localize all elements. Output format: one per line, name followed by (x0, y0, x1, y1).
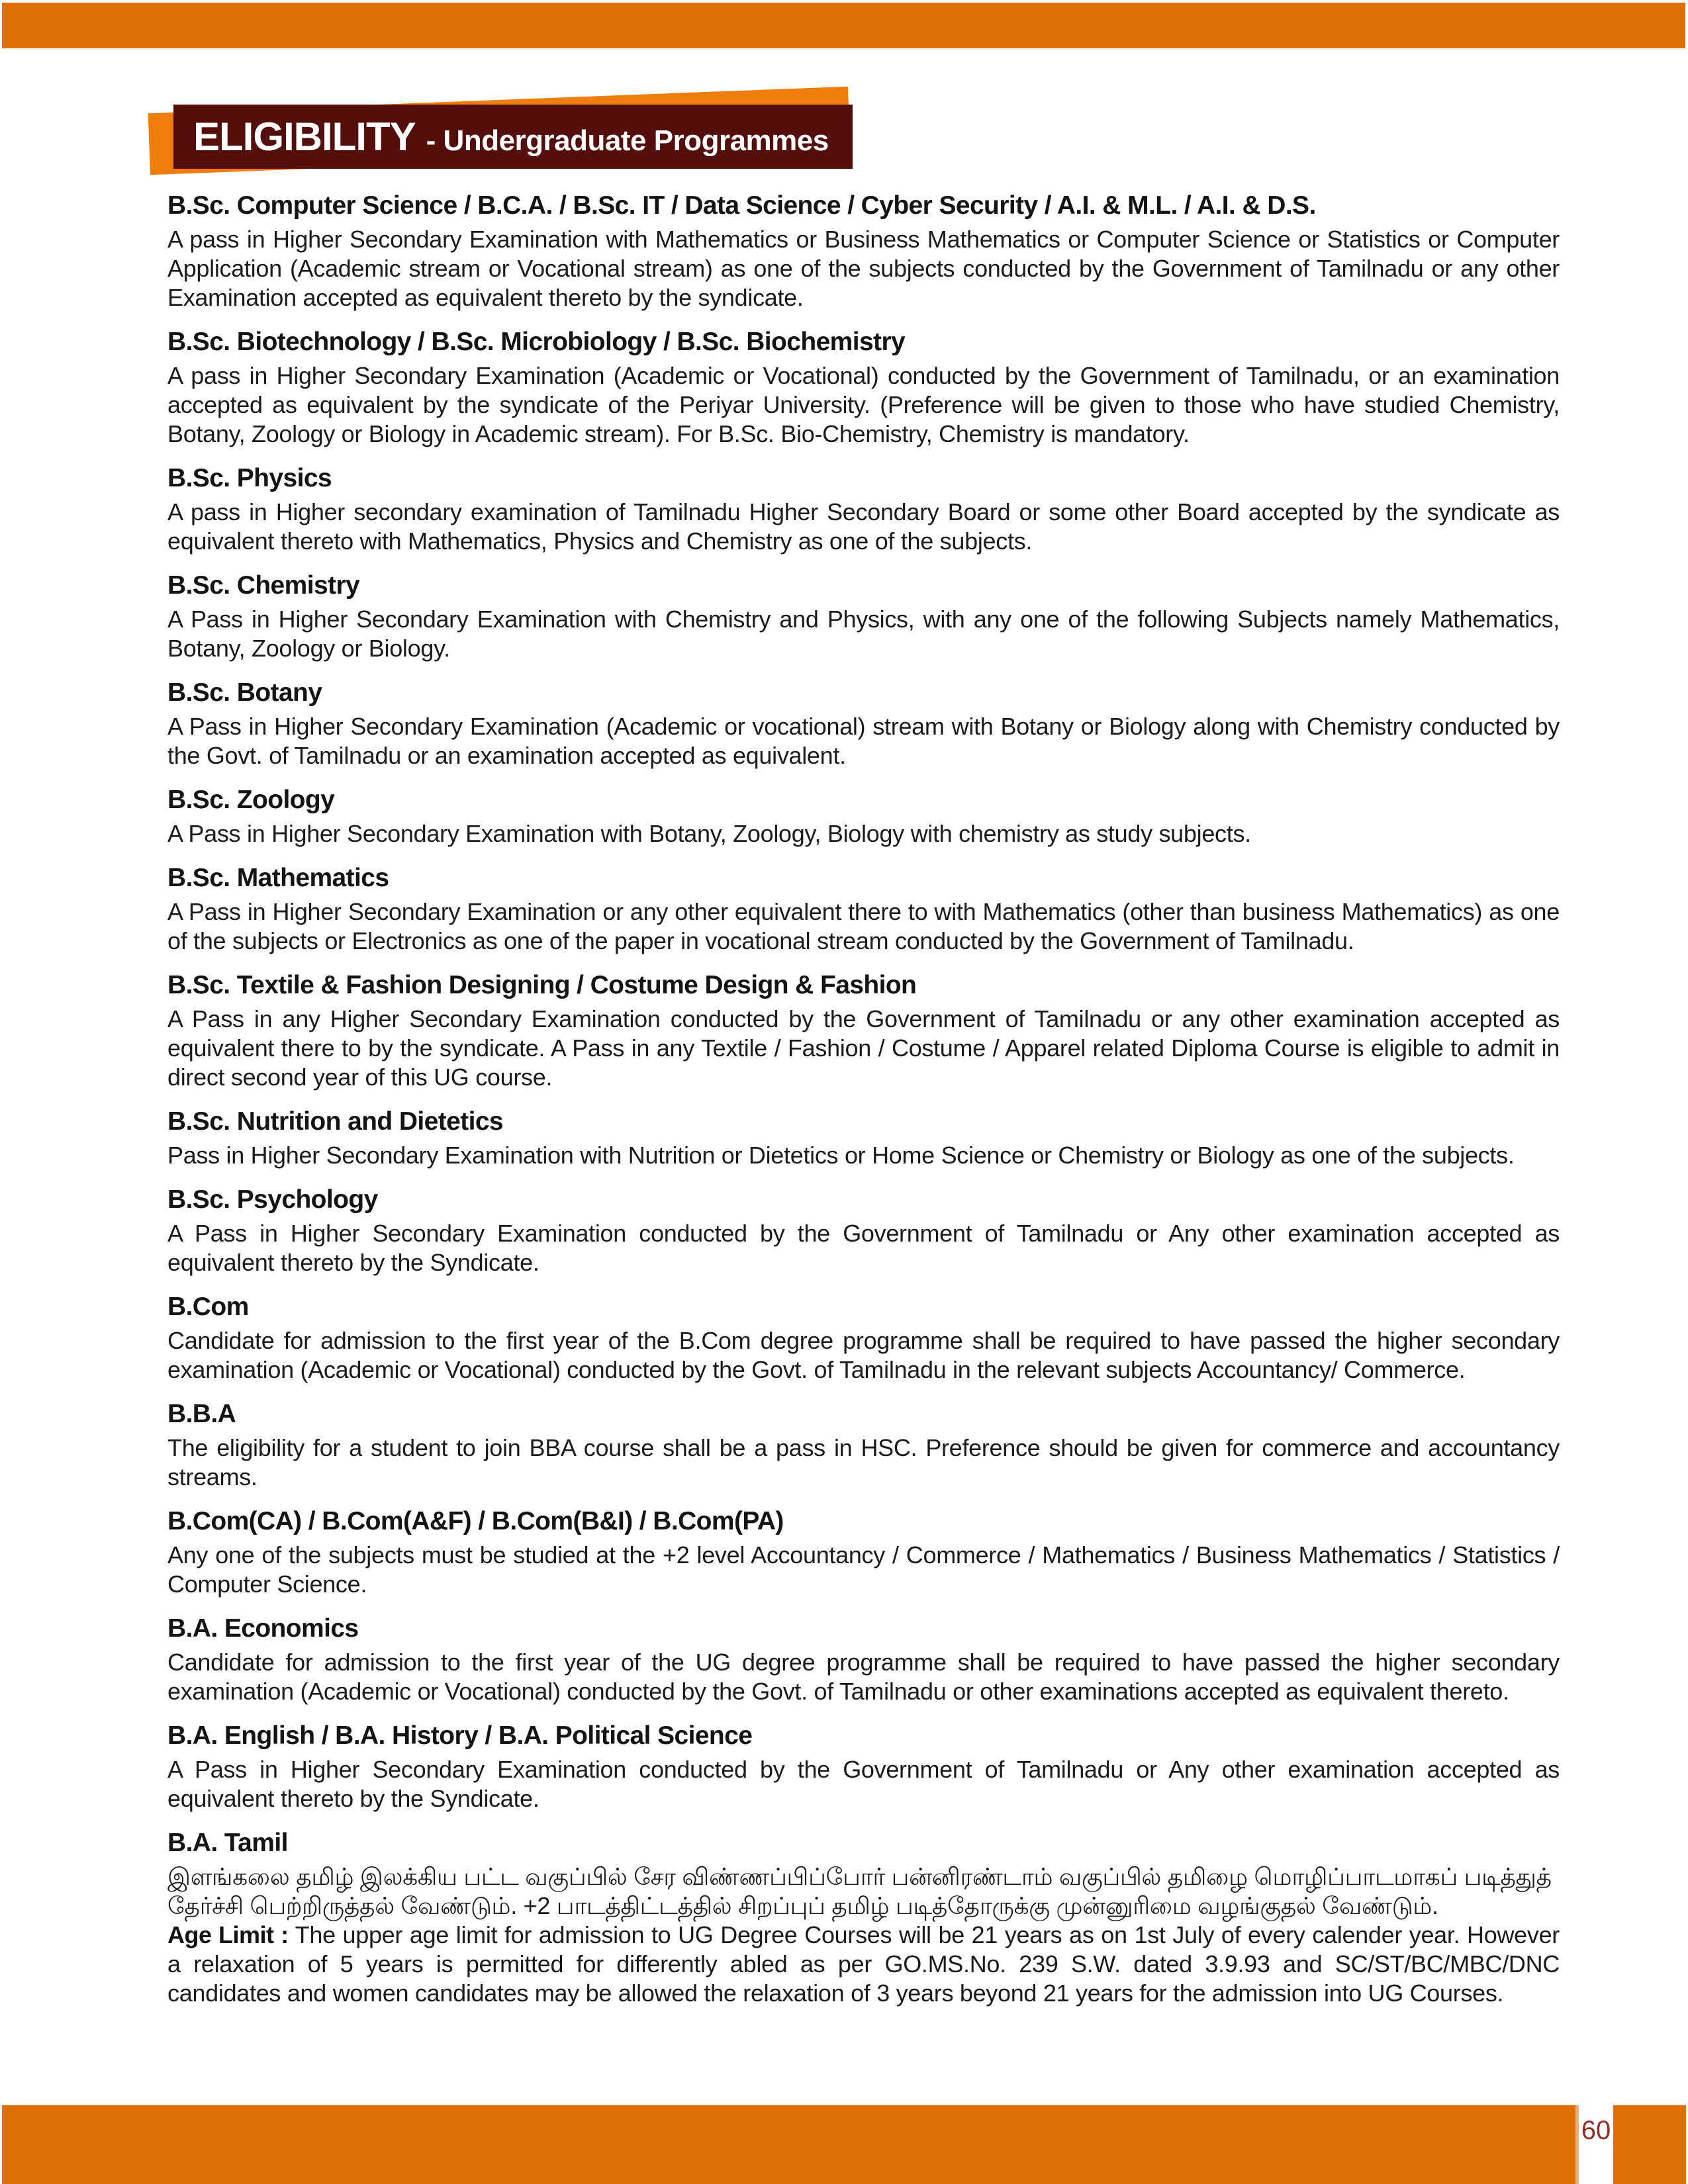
section-bsc-chemistry (167, 570, 1560, 663)
programme-heading: B.Sc. Biotechnology / B.Sc. Microbiology / B.Sc. Biochemistry (167, 328, 906, 356)
programme-heading: B.Sc. Chemistry (167, 571, 360, 600)
programme-eligibility-text: A pass in Higher Secondary Examination (Academic or Vocational) conducted by the Government of Tamilnadu, or an examination accepted as equivalent by the syndicate of the Periyar University. (Preference will be given to those who have studied Chemistry, Botany, Zoology or Biology in Academic stream). For B.Sc. Bio-Chemistry, Chemistry is mandatory. (167, 362, 1560, 447)
age-limit-text: The upper age limit for admission to UG Degree Courses will be 21 years as on 1st July of every calender year. However a relaxation of 5 years is permitted for differently abled as per GO.MS.No. 239 S.W. dated 3.9.93 and SC/ST/BC/MBC/DNC candidates and women candidates may be allowed the relaxation of 3 years beyond 21 years for the admission into UG Courses. (167, 1921, 1560, 2007)
age-limit-label: Age Limit : (167, 1921, 289, 1948)
programme-eligibility-text: A pass in Higher secondary examination of Tamilnadu Higher Secondary Board or some other Board accepted by the syndicate as equivalent thereto with Mathematics, Physics and Chemistry as one of the subjects. (167, 498, 1560, 555)
programme-heading: B.Sc. Botany (167, 678, 322, 707)
programme-heading: B.Sc. Computer Science / B.C.A. / B.Sc. IT / Data Science / Cyber Security / A.I. & M.L. / A.I. & D.S. (167, 191, 1316, 220)
programme-heading: B.A. Tamil (167, 1829, 288, 1857)
section-bsc-zoology (167, 785, 1560, 848)
section-bsc-physics (167, 463, 1560, 556)
section-ba-english-history-polsci (167, 1721, 1560, 1813)
page-number: 60 (1581, 2116, 1611, 2145)
programme-eligibility-text: A Pass in Higher Secondary Examination (Academic or vocational) stream with Botany or Biology along with Chemistry conducted by the Govt. of Tamilnadu or an examination accepted as equivalent. (167, 713, 1560, 769)
banner-title-box (173, 105, 853, 169)
section-bsc-computer-science (167, 191, 1560, 312)
programme-heading: B.A. English / B.A. History / B.A. Political Science (167, 1721, 753, 1750)
programme-eligibility-text: A Pass in Higher Secondary Examination or any other equivalent there to with Mathematics (other than business Mathematics) as one of the subjects or Electronics as one of the paper in vocational stream conducted by the Government of Tamilnadu. (167, 898, 1560, 954)
section-ba-economics (167, 1614, 1560, 1706)
programme-eligibility-text: A Pass in Higher Secondary Examination conducted by the Government of Tamilnadu or Any other examination accepted as equivalent thereto by the Syndicate. (167, 1756, 1560, 1812)
programme-heading: B.Sc. Nutrition and Dietetics (167, 1107, 504, 1136)
section-bcom (167, 1292, 1560, 1385)
programme-eligibility-text: A Pass in any Higher Secondary Examination conducted by the Government of Tamilnadu or any other examination accepted as equivalent there to by the syndicate. A Pass in any Textile / Fashion / Costume / Apparel related Diploma Course is eligible to admit in direct second year of this UG course. (167, 1005, 1560, 1091)
section-bsc-textile-fashion (167, 970, 1560, 1092)
programme-eligibility-text: The eligibility for a student to join BBA course shall be a pass in HSC. Preference should be given for commerce and accountancy streams. (167, 1434, 1560, 1490)
programme-eligibility-text: A Pass in Higher Secondary Examination with Botany, Zoology, Biology with chemistry as study subjects. (167, 820, 1251, 847)
programme-eligibility-text: Candidate for admission to the first year of the B.Com degree programme shall be required to have passed the higher secondary examination (Academic or Vocational) conducted by the Govt. of Tamilnadu in the relevant subjects Accountancy/ Commerce. (167, 1327, 1560, 1383)
programme-heading: B.Sc. Textile & Fashion Designing / Costume Design & Fashion (167, 971, 917, 999)
section-bsc-nutrition-dietetics (167, 1107, 1560, 1170)
section-bsc-biotechnology (167, 327, 1560, 449)
programme-eligibility-text-tamil: இளங்கலை தமிழ் இலக்கிய பட்ட வகுப்பில் சேர விண்ணப்பிப்போர் பன்னிரண்டாம் வகுப்பில் தமிழை மொழிப்பாடமாகப் படித்துத் தேர்ச்சி பெற்றிருத்தல் வேண்டும். +2 பாடத்திட்டத்தில் சிறப்புப் தமிழ் படித்தோருக்கு முன்னுரிமை வழங்குதல் வேண்டும். (167, 1863, 1552, 1919)
programme-heading: B.Sc. Mathematics (167, 864, 389, 892)
programme-heading: B.Sc. Psychology (167, 1185, 378, 1214)
programme-heading: B.Sc. Zoology (167, 786, 335, 814)
programme-eligibility-text: A Pass in Higher Secondary Examination with Chemistry and Physics, with any one of the following Subjects namely Mathematics, Botany, Zoology or Biology. (167, 606, 1560, 662)
section-ba-tamil (167, 1828, 1560, 1921)
bottom-orange-band (2, 2105, 1686, 2184)
programme-heading: B.Com (167, 1293, 249, 1321)
top-orange-band (2, 3, 1685, 48)
section-age-limit (167, 1921, 1560, 2008)
eligibility-content (167, 191, 1560, 2008)
section-bsc-botany (167, 678, 1560, 770)
banner-subtitle: - Undergraduate Programmes (426, 124, 829, 157)
programme-heading: B.A. Economics (167, 1614, 359, 1643)
age-limit-paragraph (167, 1921, 1560, 2008)
programme-heading: B.B.A (167, 1400, 236, 1428)
programme-heading: B.Sc. Physics (167, 464, 332, 492)
page-number-box (1575, 2105, 1613, 2184)
programme-eligibility-text: Candidate for admission to the first year of the UG degree programme shall be required to have passed the higher secondary examination (Academic or Vocational) conducted by the Govt. of Tamilnadu or other examinations accepted as equivalent thereto. (167, 1649, 1560, 1705)
programme-eligibility-text: A pass in Higher Secondary Examination with Mathematics or Business Mathematics or Computer Science or Statistics or Computer Application (Academic stream or Vocational stream) as one of the subjects conducted by the Government of Tamilnadu or any other Examination accepted as equivalent thereto by the syndicate. (167, 226, 1560, 311)
programme-eligibility-text: A Pass in Higher Secondary Examination conducted by the Government of Tamilnadu or Any other examination accepted as equivalent thereto by the Syndicate. (167, 1220, 1560, 1276)
section-bcom-ca (167, 1506, 1560, 1599)
banner-title: ELIGIBILITY (193, 114, 416, 159)
section-bba (167, 1399, 1560, 1492)
section-bsc-mathematics (167, 863, 1560, 956)
section-bsc-psychology (167, 1185, 1560, 1277)
programme-eligibility-text: Any one of the subjects must be studied at the +2 level Accountancy / Commerce / Mathematics / Business Mathematics / Statistics / Computer Science. (167, 1541, 1560, 1598)
programme-eligibility-text: Pass in Higher Secondary Examination with Nutrition or Dietetics or Home Science or Chemistry or Biology as one of the subjects. (167, 1142, 1515, 1169)
programme-heading: B.Com(CA) / B.Com(A&F) / B.Com(B&I) / B.Com(PA) (167, 1507, 784, 1535)
